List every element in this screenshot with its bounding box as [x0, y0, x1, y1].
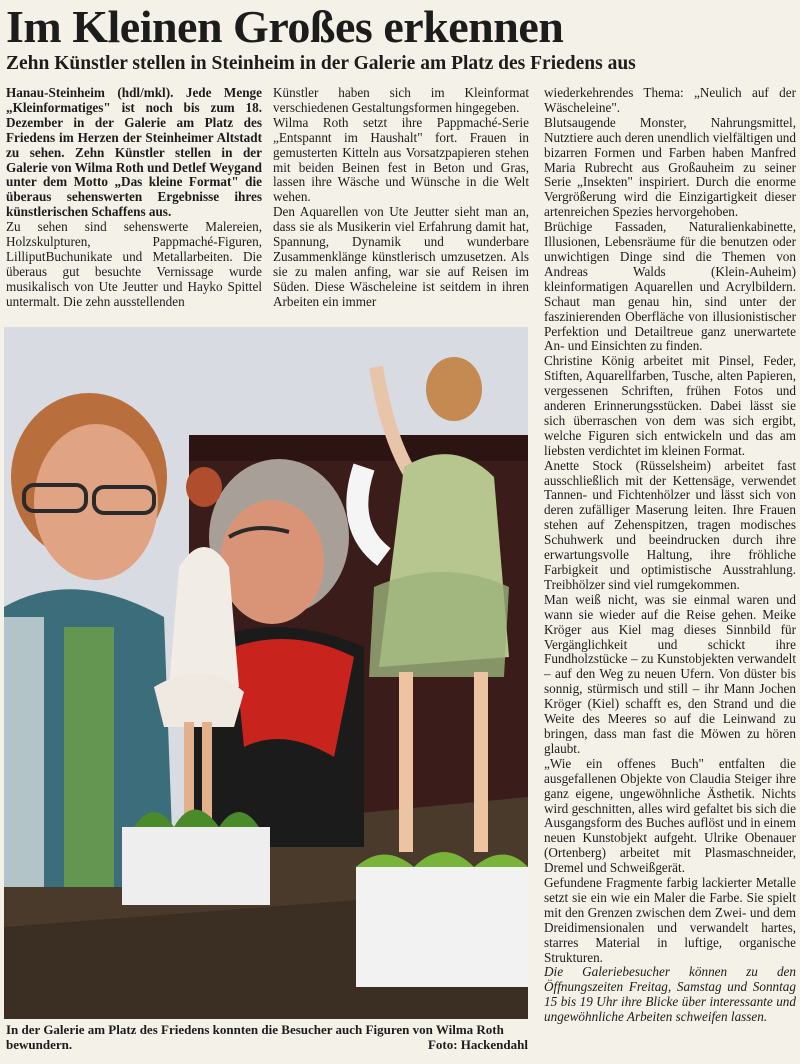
photo-illustration	[4, 327, 528, 1019]
lead-paragraph	[6, 86, 262, 220]
opening-hours-note: Die Galeriebesucher können zu den Öffnungszeiten Freitag, Samstag und Sonntag 15 bis 19 Uhr ihre Blicke über interessante und ungewöhnliche Arbeiten schweifen lassen.	[544, 964, 796, 1025]
article-column-2	[273, 86, 529, 326]
body-paragraph: „Wie ein offenes Buch" entfalten die ausgefallenen Objekte von Claudia Steiger ihre ganz eigene, ungewöhnliche Ästhetik. Nichts wird geschnitten, alles wird gefaltet bis sich die Ausgangsform des Buches auflöst und in einem neuen Kunstobjekt aufgeht. Ulrike Obenauer (Ortenberg) arbeitet mit Plasmaschneider, Dremel und Schweißgerät.	[544, 755, 796, 876]
body-paragraph: Blutsaugende Monster, Nahrungsmittel, Nutztiere auch deren unendlich vielfältigen und bizarren Formen und Farben haben Manfred Maria Rubrecht aus Großauheim zu seiner Serie „Insekten" inspiriert. Durch die enorme Vergrößerung wird die Einzigartigkeit dieser artenreichen Spezies hervorgehoben.	[544, 114, 796, 220]
lead-text: Jede Menge „Kleinformatiges" ist noch bis zum 18. Dezember in der Galerie am Platz des Friedens im Herzen der Steinheimer Altstadt zu sehen. Zehn Künstler stellen in der Galerie von Wilma Roth und Detlef Weygand unter dem Motto „Das kleine Format" die überaus sehenswerten Ergebnisse ihres künstlerischen Schaffens aus.	[6, 86, 262, 220]
body-paragraph: wiederkehrendes Thema: „Neulich auf der Wäscheleine".	[544, 86, 796, 115]
dateline: Hanau-Steinheim (hdl/mkl).	[6, 86, 174, 100]
article-column-3	[544, 86, 796, 1054]
subheadline: Zehn Künstler stellen in Steinheim in der Galerie am Platz des Friedens aus	[6, 53, 636, 74]
article-column-1	[6, 86, 262, 326]
body-paragraph: Künstler haben sich im Kleinformat verschiedenen Gestaltungsformen hingegeben.	[273, 86, 529, 115]
body-paragraph: Anette Stock (Rüsselsheim) arbeitet fast ausschließlich mit der Kettensäge, verwendet Tannen- und Fichtenhölzer und lässt sich von deren zufälliger Maserung leiten. Ihre Frauen stehen auf Zehenspitzen, tragen modisches Schuhwerk und beeindrucken durch ihre erwartungsvolle Haltung, ihre fröhliche Farbigkeit und optimistische Ausstrahlung. Treibhölzer sind viel rumgekommen.	[544, 457, 796, 592]
photo-credit: Foto: Hackendahl	[427, 1037, 528, 1052]
caption-text: In der Galerie am Platz des Friedens konnten die Besucher auch Figuren von Wilma Roth bewundern.	[6, 1022, 504, 1052]
photo-caption	[6, 1022, 528, 1052]
body-paragraph: Man weiß nicht, was sie einmal waren und wann sie wieder auf die Reise gehen. Meike Kröger aus Kiel mag dieses Sinnbild für Vergänglichkeit und schickt ihre Fundholzstücke – zu Kunstobjekten verwandelt – auf den Weg zu neuen Ufern. Von düster bis sonnig, stürmisch und still – ihr Mann Jochen Kröger (Kiel) schafft es, den Strand und die Weite des Meeres so auf die Leinwand zu bringen, dass man fast die Möwen zu hören glaubt.	[544, 591, 796, 756]
headline: Im Kleinen Großes erkennen	[6, 1, 564, 52]
body-paragraph: Den Aquarellen von Ute Jeutter sieht man an, dass sie als Musikerin viel Erfahrung damit hat, Spannung, Dynamik und wunderbare Zusammenklänge künstlerisch umzusetzen. Als sie zu malen anfing, war sie auf Reisen im Süden. Diese Wäscheleine ist seitdem in ihren Arbeiten ein immer	[273, 204, 529, 309]
body-paragraph: Brüchige Fassaden, Naturalienkabinette, Illusionen, Lebensräume für die benutzen oder unwichtigen Dinge sind die Themen von Andreas Walds (Klein-Auheim) kleinformatigen Aquarellen und Acrylbildern. Schaut man genau hin, sind unter der faszinierenden Oberfläche von illusionistischer Perfektion und Detailtreue ganz unerwartete An- und Einsichten zu finden.	[544, 219, 796, 354]
body-paragraph: Wilma Roth setzt ihre Pappmaché-Serie „Entspannt im Haushalt" fort. Frauen in gemusterten Kitteln aus Vorsatzpapieren stehen mit beiden Beinen fest in Beton und Gras, lassen ihre Wäsche und Wünsche in die Welt wehen.	[273, 114, 529, 205]
body-paragraph: Zu sehen sind sehenswerte Malereien, Holzskulpturen, Pappmaché-Figuren, LilliputBuchunikate und Metallarbeiten. Die überaus gut besuchte Vernissage wurde musikalisch von Ute Jeutter und Hayko Spittel untermalt. Die zehn ausstellenden	[6, 219, 262, 309]
news-photo	[4, 327, 528, 1019]
body-paragraph: Christine König arbeitet mit Pinsel, Feder, Stiften, Aquarellfarben, Tusche, alten Papieren, vergessenen Schriften, frühen Fotos und anderen Erinnerungsstücken. Dabei lässt sie sich überraschen von dem was sich ergibt, welche Figuren sich entwickeln und das am liebsten verdichtet im kleinen Format.	[544, 353, 796, 458]
body-paragraph: Gefundene Fragmente farbig lackierter Metalle setzt sie ein wie ein Maler die Farbe. Sie spielt mit den Grenzen zwischen dem Zwei- und dem Dreidimensionalen und verwandelt hartes, starres Material in luftige, organische Strukturen.	[544, 875, 796, 965]
